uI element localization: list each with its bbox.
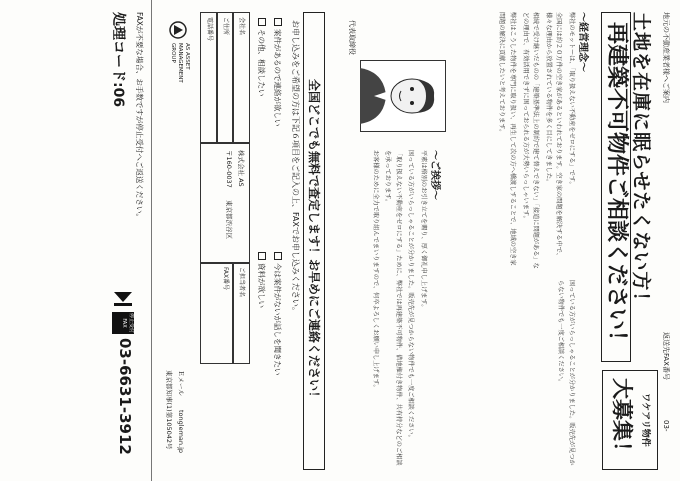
greeting-paragraph: 平素は格別のお引き立てを賜り、厚く御礼申し上げます。 bbox=[420, 150, 427, 311]
company-name: 株式会社 AS bbox=[237, 150, 245, 187]
greeting-title: ～ご挨拶～ bbox=[429, 150, 440, 200]
checkbox-icon bbox=[274, 252, 282, 260]
philosophy-paragraph: 全国には約２０万件の空き家があるといわれております。空き家の問題を解決する中で、様々な理由から放置されている物件を多く目にしてきました。 bbox=[544, 12, 563, 259]
phone-field[interactable] bbox=[200, 12, 218, 144]
option-other[interactable] bbox=[256, 18, 266, 97]
checkbox-icon bbox=[258, 252, 266, 260]
fax-number-field[interactable] bbox=[200, 262, 234, 364]
stop-fax-label: 停止受付 FAX bbox=[112, 312, 134, 334]
company-postal: 〒160-0037 bbox=[225, 150, 233, 188]
footer-divider bbox=[151, 0, 152, 481]
field-label: 電話番号 bbox=[206, 17, 213, 42]
option-label: 今は案件がないが話しを聞きたい bbox=[273, 263, 282, 376]
option-case-contact[interactable] bbox=[272, 18, 282, 127]
email-label: Ｅメール bbox=[177, 370, 185, 396]
greeting-body bbox=[333, 150, 428, 468]
reply-fax-number: 03- bbox=[662, 420, 670, 432]
philosophy-paragraph: 弊社のモットーは、「取り扱えない不動産をゼロにする」です。 bbox=[568, 12, 575, 188]
greeting-paragraph: 「取り扱えない不動産をゼロにする」ために、弊社では再建築不可物件、借地権付き物件、共有持分などのご相談を承っております。 bbox=[384, 150, 402, 466]
reply-fax-label: 返送先FAX番号 bbox=[662, 332, 670, 380]
logo-icon bbox=[168, 20, 188, 40]
checkbox-icon bbox=[258, 18, 266, 26]
region-guide: 地元の不動産業者様へご案内 bbox=[662, 12, 670, 103]
option-materials[interactable] bbox=[256, 252, 266, 308]
philosophy-paragraph: 弊社はこうした物件を専門に取り扱い、再生して次の方へ橋渡しすることで、地域の空き家問題の解決に貢献したいと考えております。 bbox=[498, 12, 517, 266]
right-column-text bbox=[448, 280, 576, 468]
option-label: その他、相談したい bbox=[257, 29, 266, 97]
cta-line1: 全国どこでも無料で査定します！お早めにご連絡ください！ bbox=[303, 12, 325, 470]
headline-line2: 再建築不可物件ご相談ください！ bbox=[601, 12, 631, 362]
logo-text-line: GROUP bbox=[170, 43, 176, 63]
representative-portrait bbox=[360, 60, 446, 132]
headline-line1: 土地を在庫に眠らせたくない方！ bbox=[630, 12, 652, 312]
philosophy-paragraph: 相続で受け継いだものの「建築基準法上の制約で建て替えできない」「接道に問題がある」などの理由で、有効活用できずに困っておられる方が大勢いらっしゃいます。 bbox=[521, 12, 540, 269]
address-field[interactable] bbox=[216, 12, 234, 144]
logo-text-line: MANAGEMENT bbox=[177, 43, 183, 83]
option-label: 案件があるので連絡が欲しい bbox=[273, 29, 282, 127]
arrow-icon bbox=[114, 292, 132, 308]
checkbox-icon bbox=[274, 18, 282, 26]
contact-person-field[interactable] bbox=[232, 262, 250, 364]
badge-small: ワケアリ物件 bbox=[640, 393, 650, 447]
logo-text bbox=[169, 43, 190, 83]
processing-code: 処理コード:06 bbox=[110, 12, 126, 108]
company-name-field[interactable] bbox=[232, 12, 250, 144]
stop-fax-number: 03-6631-3912 bbox=[116, 338, 134, 455]
field-label: ご住所 bbox=[222, 17, 229, 36]
cta-line2: お申し込みをご希望の方は下記６項目をご記入の上、FAXでお申し込みください。 bbox=[291, 20, 300, 315]
logo-text-line: AS ASSET bbox=[184, 43, 190, 70]
right-column-paragraph: 困っている方がいらっしゃることが分かりました。販売先が見つからない物件でも一度ご相談ください。 bbox=[557, 280, 575, 466]
badge-large: 大募集！ bbox=[610, 378, 634, 462]
footer-notice: FAXが不要な場合、お手数ですが停止受付へご返送ください。 bbox=[135, 12, 144, 221]
portrait-icon bbox=[360, 60, 446, 132]
field-label: FAX番号 bbox=[222, 267, 229, 291]
company-address: 東京都渋谷区 bbox=[225, 200, 233, 239]
recruit-badge bbox=[602, 370, 658, 470]
representative-title: 代表取締役 bbox=[348, 20, 356, 55]
option-label: 資料が欲しい bbox=[257, 263, 266, 308]
field-label: ご担当者名 bbox=[238, 267, 245, 298]
greeting-paragraph: お客様のために全力で取り組んでまいりますので、何卒よろしくお願い申し上げます。 bbox=[371, 150, 379, 391]
request-form bbox=[186, 12, 286, 468]
greeting-paragraph: 困っている方がいらっしゃることが分かりました。販売先が見つからない物件でも一度ご相談ください。 bbox=[407, 150, 415, 441]
email-value: tongleman.jp bbox=[177, 410, 185, 454]
option-no-case[interactable] bbox=[272, 252, 282, 376]
field-label: 会社名 bbox=[238, 17, 245, 36]
philosophy-body bbox=[448, 12, 576, 270]
philosophy-title: ～経営理念～ bbox=[577, 12, 588, 72]
license-number: 東京都知事(1)第105042号 bbox=[165, 370, 173, 450]
company-logo bbox=[160, 20, 192, 82]
